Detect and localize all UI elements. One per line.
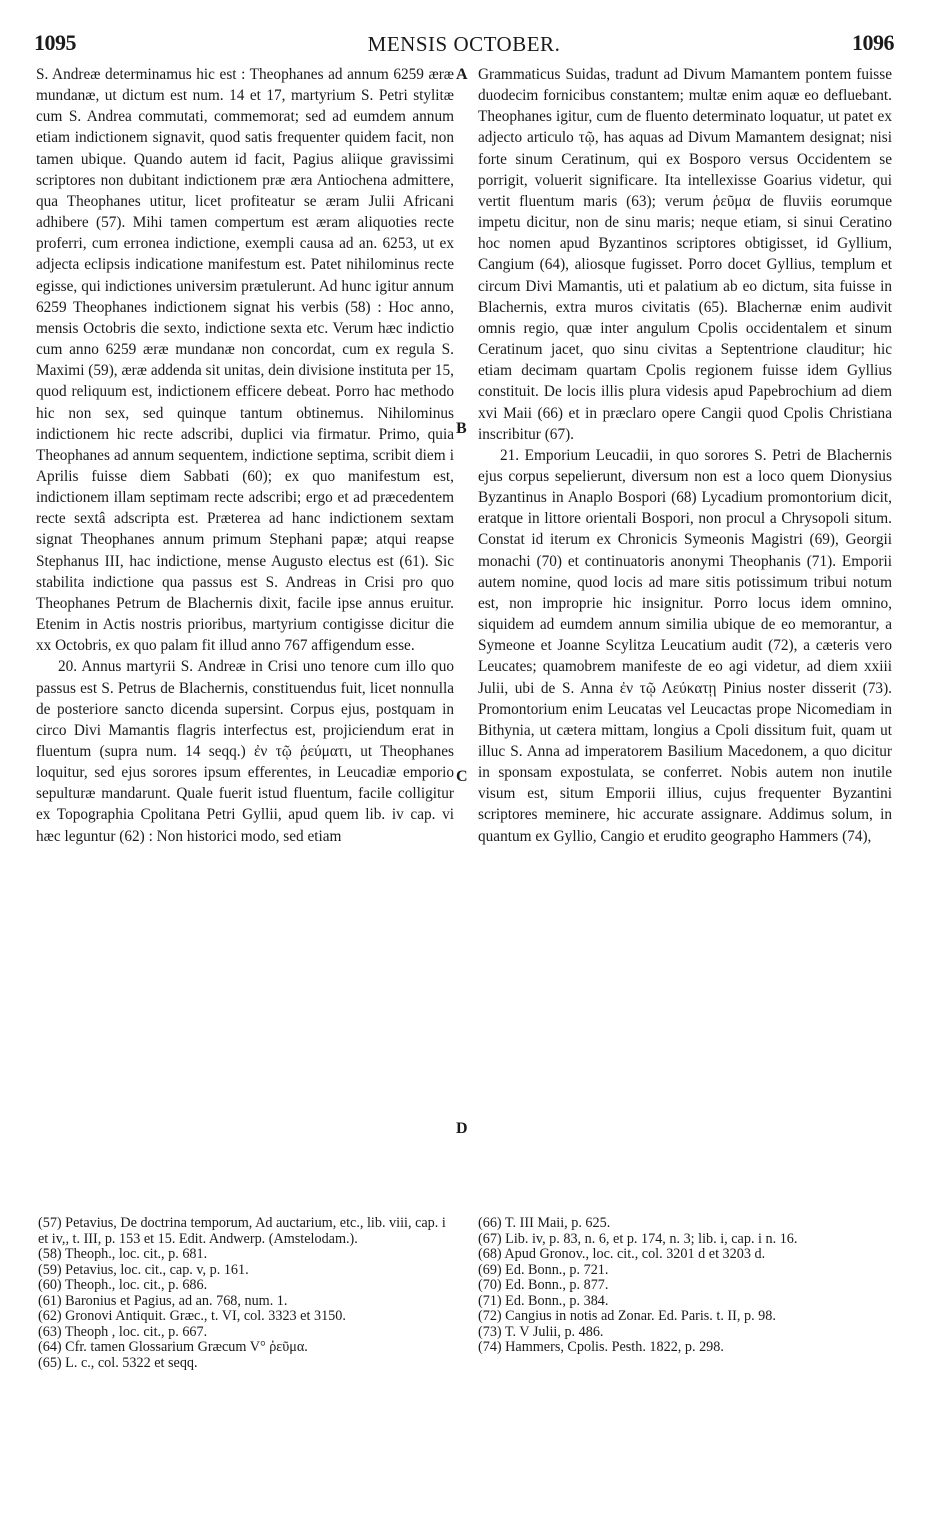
footnote: (63) Theoph , loc. cit., p. 667. [38, 1323, 208, 1340]
footnote: (74) Hammers, Cpolis. Pesth. 1822, p. 298. [478, 1339, 724, 1355]
footnote: (66) T. III Maii, p. 625. [478, 1215, 611, 1231]
margin-marker: B [456, 420, 467, 437]
page-number-left: 1095 [34, 30, 76, 55]
footnote: (71) Ed. Bonn., p. 384. [478, 1292, 609, 1309]
left-column [36, 64, 454, 847]
footnote: (65) L. c., col. 5322 et seqq. [38, 1354, 198, 1371]
paragraph: 21. Emporium Leucadii, in quo sorores S. Petri de Blachernis ejus corpus sepelierunt, diversum non est a loco quem Dionysius Byzantinus in Anaplo Bospori (68) Lycadium promontorium dicit, eratque in littore orientali Bospori, non procul a Chrysopoli situm. Constat id iterum ex Chronicis Symeonis Magistri (69), Georgii monachi (70) et continuatoris anonymi Theophanis (71). Emporii autem nomine, quod locis ad mare sitis potissimum tribui notum est, non improprie hic insignitur. Porro locus idem omnino, siquidem ad eumdem annum similia ubique de eo memorantur, a Symeone et Joanne Scylitza Leucatium audit (72), a cæteris vero Leucates; quamobrem manifeste de eo agi videtur, ad diem xxiii Julii, ubi de S. Anna ἐν τῷ Λεύκατῃ Pinius noster disserit (73). Promontorium enim Leucatas vel Leucactas prope Nicomediam in Bithynia, ut cætera mittam, longius a Cpoli dissitum fuit, quam ut illuc S. Anna ad imperatorem Basilium Macedonem, a quo dicitur in sponsam expostulata, se conferret. Nobis autem non inutile visum est, situm Emporii illius, cujus frequenter Byzantini scriptores meminere, hic accurate assignare. Addimus solum, in quantum ex Gyllio, Cangio et erudito geographo Hammers (74), [478, 446, 892, 845]
footnote: (67) Lib. iv, p. 83, n. 6, et p. 174, n. 3; lib. i, cap. i n. 16. [478, 1230, 798, 1247]
paragraph: 20. Annus martyrii S. Andreæ in Crisi uno tenore cum illo quo passus est S. Petrus de Blachernis, constituendus fuit, licet nonnulla de posteriore sancto dicenda supersint. Corpus ejus, postquam in circo Divi Mamantis flagris interfectus est, projiciendum erat in fluentum (supra num. 14 seqq.) ἐν τῷ ῥεύματι, ut Theophanes loquitur, sed ejus sorores ipsum efferentes, in Leucadiæ emporio sepulturæ mandarunt. Quale fuerit istud fluentum, facile colligitur ex Topographia Cpolitana Petri Gyllii, apud quem lib. iv cap. vi hæc leguntur (62) : Non historici modo, sed etiam [36, 658, 454, 845]
footnote: (62) Gronovi Antiquit. Græc., t. VI, col. 3323 et 3150. [38, 1308, 346, 1324]
margin-marker: D [456, 1120, 468, 1137]
margin-marker: A [456, 66, 468, 83]
footnotes-left [38, 1216, 456, 1371]
right-column [478, 64, 892, 847]
footnote: (60) Theoph., loc. cit., p. 686. [38, 1277, 208, 1293]
footnote: (70) Ed. Bonn., p. 877. [478, 1277, 609, 1293]
footnotes-right [478, 1216, 892, 1356]
footnote: (57) Petavius, De doctrina temporum, Ad auctarium, etc., lib. viii, cap. i et iv,, t. III, p. 153 et 15. Edit. Andwerp. (Amstelodam.). [38, 1215, 446, 1247]
footnote: (73) T. V Julii, p. 486. [478, 1323, 604, 1340]
running-title: MENSIS OCTOBER. [367, 32, 561, 56]
footnote: (64) Cfr. tamen Glossarium Græcum V° ῥεῦμα. [38, 1339, 308, 1355]
page-header [34, 30, 894, 60]
paragraph: S. Andreæ determinamus hic est : Theophanes ad annum 6259 æræ mundanæ, ut dictum est num. 14 et 17, martyrium S. Petri stylitæ cum S. Andrea commutati, commemorat; sed ad eumdem annum etiam indictionem signavit, quod satis frequenter quidem facit, non tamen ubique. Quando autem id facit, Pagius aliique gravissimi scriptores non dubitant indictionem præ æra Antiochena admittere, qua Theophanes utitur, licet profiteatur se æram Julii Africani adhibere (57). Mihi tamen compertum est æram aliquoties recte proferri, cum erronea indictione, exempli causa ad an. 6253, ut ex adjecta eclipsis indicatione manifestum est. Patet nihilominus recte egisse, qui indictiones universim prætulerunt. Ad hunc igitur annum 6259 Theophanes indictionem signat his verbis (58) : Hoc anno, mensis Octobris die sexto, indictione sexta etc. Verum hæc indictio cum anno 6259 æræ mundanæ non concordat, cum ex regula S. Maximi (59), æræ addenda sit unitas, dein divisione instituta per 15, quod reliquum est, indictionem efficere debeat. Porro hac methodo hic non sex, sed quinque tantum obtinemus. Nihilominus indictionem hic recte adscribi, duplici via firmatur. Primo, quia Theophanes ad annum sequentem, indictione septima, scribit diem i Aprilis fuisse diem Sabbati (60); ex quo manifestum est, indictionem illam septimam recte adscribi; ergo et ad præcedentem recte sextâ adscripta est. Præterea ad hanc indictionem sextam signat Theophanes annum primum Stephani papæ; atqui reapse Stephanus III, hac indictione, mense Augusto electus est (61). Sic stabilita indictione qua passus est S. Andreas in Crisi pro quo Theophanes Petrum de Blachernis dixit, facile ipse annus eruitur. Etenim in Actis nostris prioribus, martyrium contigisse dicitur die xx Octobris, ex quo palam fit illud anno 767 affigendum esse. [36, 66, 454, 655]
page-number-right: 1096 [852, 30, 894, 55]
paragraph: Grammaticus Suidas, tradunt ad Divum Mamantem pontem fuisse duodecim fornicibus constantem; multæ enim aquæ eo defluebant. Theophanes igitur, cum de fluento determinato loquatur, ut patet ex adjecto articulo τῷ, has aquas ad Divum Mamantem designat; nisi forte sinum Ceratinum, qui ex Bosporo versus Occidentem se porrigit, voluerit significare. Ita intellexisse Goarius videtur, qui vertit fluentum maris (63); verum ῥεῦμα de fluviis eorumque impetu dicitur, non de sinu maris; neque etiam, si sinui Ceratino hoc nomen apud Byzantinos scriptores obtigisset, id Gyllium, Cangium (64), aliosque fugisset. Porro docet Gyllius, templum et circum Divi Mamantis, uti et palatium ab eo dictum, sita fuisse in Blachernis, extra muros civitatis (65). Blachernæ enim audivit omnis regio, quæ inter angulum Cpolis occidentalem et sinum Ceratinum jacet, quo sinu civitas a Septentrione clauditur; hic etiam decimam quartam Cpolis regionem fuisse idem Gyllius constituit. De locis illis plura videsis apud Papebrochium ad diem xvi Maii (66) et in præclaro opere Cangii quod Cpolis Christiana inscribitur (67). [478, 66, 892, 443]
footnote: (72) Cangius in notis ad Zonar. Ed. Paris. t. II, p. 98. [478, 1308, 776, 1324]
footnote: (58) Theoph., loc. cit., p. 681. [38, 1246, 208, 1262]
footnote: (61) Baronius et Pagius, ad an. 768, num. 1. [38, 1292, 288, 1309]
margin-marker: C [456, 768, 468, 785]
footnote: (68) Apud Gronov., loc. cit., col. 3201 d et 3203 d. [478, 1246, 766, 1262]
footnote: (59) Petavius, loc. cit., cap. v, p. 161. [38, 1261, 249, 1278]
footnote: (69) Ed. Bonn., p. 721. [478, 1261, 609, 1278]
